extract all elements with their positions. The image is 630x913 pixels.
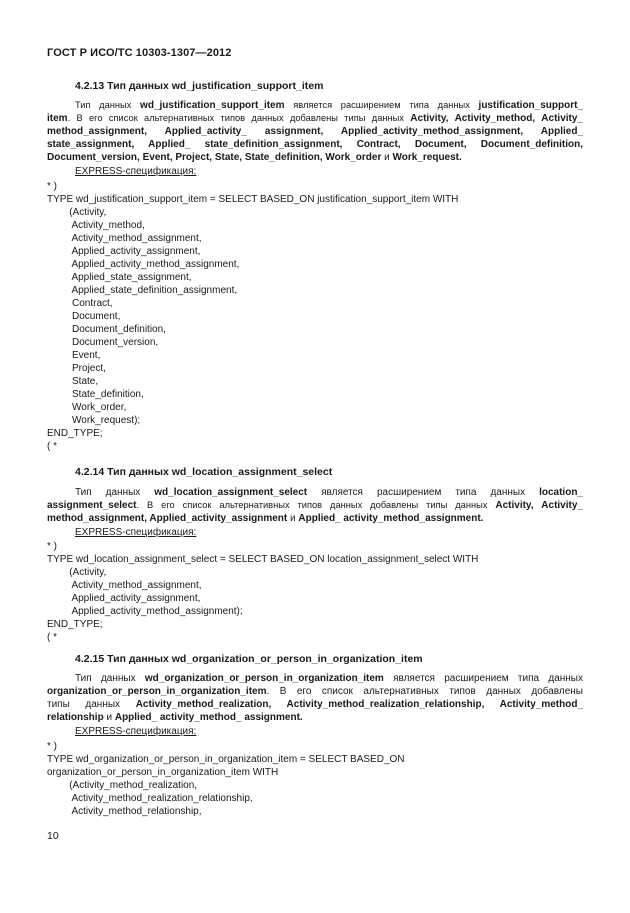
paragraph-line: method_assignment, Applied_activity_ assignment, Applied_activity_method_assignment, Applied_ bbox=[47, 126, 583, 137]
section-paragraph-4-2-15 bbox=[47, 672, 583, 724]
section-paragraph-4-2-14 bbox=[47, 486, 583, 525]
code-line: TYPE wd_organization_or_person_in_organization_item = SELECT BASED_ON bbox=[47, 754, 405, 765]
document-header: ГОСТ Р ИСО/ТС 10303-1307—2012 bbox=[47, 47, 232, 59]
code-line: ( * bbox=[47, 441, 57, 452]
code-line: Contract, bbox=[47, 298, 113, 309]
code-line: TYPE wd_justification_support_item = SELECT BASED_ON justification_support_item WITH bbox=[47, 194, 459, 205]
paragraph-line: relationship и Applied_ activity_method_ assignment. bbox=[47, 712, 303, 723]
express-code-block bbox=[47, 540, 478, 644]
code-line: (Activity_method_realization, bbox=[47, 780, 198, 791]
code-line: Document_definition, bbox=[47, 324, 166, 335]
code-line: Applied_state_assignment, bbox=[47, 272, 192, 283]
express-spec-label: EXPRESS-спецификация: bbox=[75, 527, 197, 538]
express-spec-label: EXPRESS-спецификация: bbox=[75, 166, 197, 177]
code-line: * ) bbox=[47, 541, 57, 552]
section-paragraph-4-2-13 bbox=[47, 99, 583, 164]
code-line: Event, bbox=[47, 350, 101, 361]
code-line: Document_version, bbox=[47, 337, 159, 348]
code-line: State, bbox=[47, 376, 99, 387]
code-line: END_TYPE; bbox=[47, 619, 103, 630]
code-line: TYPE wd_location_assignment_select = SELECT BASED_ON location_assignment_select WITH bbox=[47, 554, 479, 565]
code-line: Work_request); bbox=[47, 415, 141, 426]
code-line: (Activity, bbox=[47, 567, 107, 578]
code-line: Activity_method_assignment, bbox=[47, 580, 202, 591]
paragraph-line: assignment_select. В его список альтернативных типов данных добавлены типы данных Activity, Activity_ bbox=[47, 500, 583, 511]
paragraph-line: Document_version, Event, Project, State, State_definition, Work_order и Work_request. bbox=[47, 152, 462, 163]
express-code-block bbox=[47, 740, 405, 818]
paragraph-line: state_assignment, Applied_ state_definition_assignment, Contract, Document, Document_definition, bbox=[47, 139, 583, 150]
code-line: Applied_activity_assignment, bbox=[47, 246, 201, 257]
express-spec-label: EXPRESS-спецификация: bbox=[75, 726, 197, 737]
code-line: (Activity, bbox=[47, 207, 107, 218]
express-code-block bbox=[47, 180, 458, 453]
code-line: END_TYPE; bbox=[47, 428, 103, 439]
paragraph-line: organization_or_person_in_organization_item. В его список альтернативных типов данных добавлены bbox=[47, 686, 583, 697]
code-line: Applied_activity_assignment, bbox=[47, 593, 201, 604]
paragraph-line: типы данных Activity_method_realization, Activity_method_realization_relationship, Activity_method_ bbox=[47, 699, 583, 710]
code-line: Activity_method, bbox=[47, 220, 145, 231]
code-line: Project, bbox=[47, 363, 106, 374]
code-line: Activity_method_relationship, bbox=[47, 806, 202, 817]
code-line: Activity_method_realization_relationship, bbox=[47, 793, 253, 804]
paragraph-line: Тип данных wd_organization_or_person_in_organization_item является расширением типа данных bbox=[75, 673, 583, 684]
code-line: * ) bbox=[47, 741, 57, 752]
code-line: Document, bbox=[47, 311, 121, 322]
paragraph-line: item. В его список альтернативных типов данных добавлены типы данных Activity, Activity_method, Activity_ bbox=[47, 113, 583, 124]
code-line: ( * bbox=[47, 632, 57, 643]
code-line: Applied_state_definition_assignment, bbox=[47, 285, 238, 296]
section-heading-4-2-15: 4.2.15 Тип данных wd_organization_or_person_in_organization_item bbox=[75, 653, 423, 665]
section-heading-4-2-13: 4.2.13 Тип данных wd_justification_support_item bbox=[75, 80, 324, 92]
code-line: * ) bbox=[47, 181, 57, 192]
code-line: Activity_method_assignment, bbox=[47, 233, 202, 244]
code-line: Work_order, bbox=[47, 402, 127, 413]
code-line: Applied_activity_method_assignment, bbox=[47, 259, 240, 270]
code-line: organization_or_person_in_organization_item WITH bbox=[47, 767, 279, 778]
section-heading-4-2-14: 4.2.14 Тип данных wd_location_assignment_select bbox=[75, 466, 333, 478]
code-line: State_definition, bbox=[47, 389, 144, 400]
code-line: Applied_activity_method_assignment); bbox=[47, 606, 243, 617]
paragraph-line: method_assignment, Applied_activity_assignment и Applied_ activity_method_assignment. bbox=[47, 513, 484, 524]
paragraph-line: Тип данных wd_justification_support_item является расширением типа данных justification_support_ bbox=[75, 100, 583, 111]
page-number: 10 bbox=[47, 830, 59, 842]
paragraph-line: Тип данных wd_location_assignment_select является расширением типа данных location_ bbox=[75, 487, 583, 498]
